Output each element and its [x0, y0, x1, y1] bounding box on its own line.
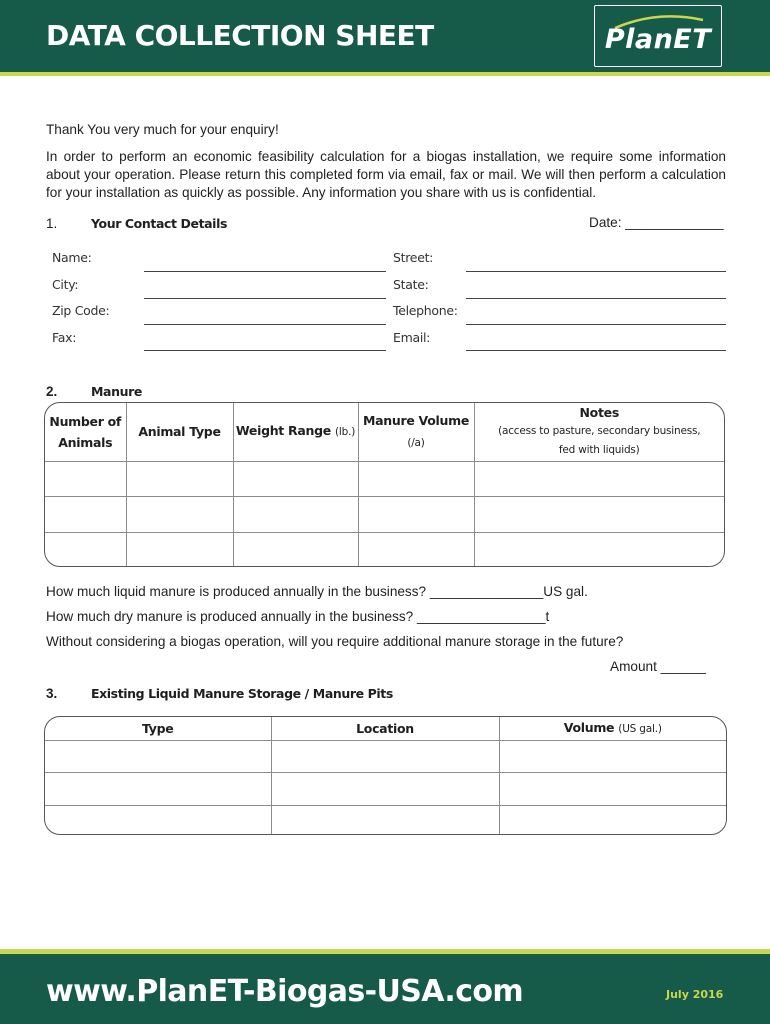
table-cell[interactable]: [45, 496, 126, 532]
table-cell[interactable]: [499, 773, 726, 806]
header-text: Number of: [49, 413, 122, 429]
header-accent-line: [0, 72, 770, 76]
intro-paragraph: In order to perform an economic feasibility calculation for a biogas installation, we require some information about your operation. Please return this completed form via email, fax or mail. We will then perform a calculation for your installation as quickly as possible. Any information you share with us is confidential.: [46, 149, 726, 200]
table-row: [45, 461, 724, 496]
table-cell[interactable]: [358, 461, 474, 496]
manure-table: [44, 402, 725, 567]
table-cell[interactable]: [474, 461, 724, 496]
col-weight-range: [233, 403, 358, 461]
table-cell[interactable]: [45, 773, 271, 806]
header-unit: fed with liquids): [558, 444, 640, 457]
table-cell[interactable]: [233, 461, 358, 496]
table-cell[interactable]: [474, 532, 724, 566]
state-input[interactable]: [466, 298, 726, 299]
city-label: City:: [52, 277, 79, 292]
date-field[interactable]: Date: _____________: [589, 215, 724, 230]
section-3-title: Existing Liquid Manure Storage / Manure Pits: [91, 686, 393, 701]
zip-code-label: Zip Code:: [52, 303, 110, 318]
fax-input[interactable]: [144, 350, 386, 351]
table-cell[interactable]: [126, 461, 233, 496]
name-input[interactable]: [144, 271, 386, 272]
col-animal-type: Animal Type: [126, 403, 233, 461]
table-row: [45, 741, 726, 773]
street-label: Street:: [393, 250, 434, 265]
header-text: Animals: [58, 434, 113, 450]
table-cell[interactable]: [45, 461, 126, 496]
table-cell[interactable]: [45, 741, 271, 773]
table-cell[interactable]: [271, 773, 499, 806]
col-number-of-animals: [45, 403, 126, 461]
name-label: Name:: [52, 250, 92, 265]
table-cell[interactable]: [45, 532, 126, 566]
zip-code-input[interactable]: [144, 324, 386, 325]
section-3-number: 3.: [46, 686, 58, 701]
header-unit: (lb.): [335, 426, 356, 439]
col-notes: [474, 403, 724, 461]
table-row: [45, 496, 724, 532]
footer-url[interactable]: www.PlanET-Biogas-USA.com: [46, 974, 524, 1009]
table-cell[interactable]: [233, 496, 358, 532]
table-header-row: [45, 717, 726, 741]
header-unit: (US gal.): [618, 723, 662, 735]
header-text: Notes: [579, 405, 619, 421]
header-unit: (/a): [407, 436, 425, 449]
header-text: Weight Range: [235, 423, 331, 439]
table-cell[interactable]: [499, 741, 726, 773]
header-text: Volume: [563, 720, 615, 735]
section-2-title: Manure: [91, 384, 142, 399]
table-cell[interactable]: [474, 496, 724, 532]
telephone-label: Telephone:: [393, 303, 458, 318]
state-label: State:: [393, 277, 429, 292]
header-text: Manure Volume: [362, 412, 470, 428]
header-unit: (access to pasture, secondary business,: [498, 425, 701, 438]
footer-date: July 2016: [666, 988, 724, 1001]
email-label: Email:: [393, 330, 431, 345]
liquid-manure-question[interactable]: How much liquid manure is produced annually in the business? _______________US gal.: [46, 584, 588, 599]
storage-question: Without considering a biogas operation, will you require additional manure storage in the future?: [46, 634, 624, 649]
col-manure-volume: [358, 403, 474, 461]
amount-field[interactable]: Amount ______: [610, 659, 706, 674]
col-type: Type: [45, 717, 271, 741]
table-cell[interactable]: [126, 532, 233, 566]
table-header-row: [45, 403, 724, 461]
planet-logo: [594, 5, 722, 67]
table-row: [45, 773, 726, 806]
dry-manure-question[interactable]: How much dry manure is produced annually in the business? _________________t: [46, 609, 550, 624]
street-input[interactable]: [466, 271, 726, 272]
thank-you-text: Thank You very much for your enquiry!: [46, 122, 279, 137]
email-input[interactable]: [466, 350, 726, 351]
page-title: DATA COLLECTION SHEET: [46, 19, 434, 52]
table-cell[interactable]: [271, 806, 499, 835]
table-row: [45, 532, 724, 566]
telephone-input[interactable]: [466, 324, 726, 325]
col-volume: [499, 717, 726, 741]
section-1-title: Your Contact Details: [91, 216, 227, 231]
table-row: [45, 806, 726, 835]
fax-label: Fax:: [52, 330, 77, 345]
section-2-number: 2.: [46, 384, 58, 399]
table-cell[interactable]: [126, 496, 233, 532]
city-input[interactable]: [144, 298, 386, 299]
col-location: Location: [271, 717, 499, 741]
storage-table: [44, 716, 727, 835]
table-cell[interactable]: [499, 806, 726, 835]
table-cell[interactable]: [358, 532, 474, 566]
logo-text: PlanET: [604, 24, 712, 55]
table-cell[interactable]: [45, 806, 271, 835]
table-cell[interactable]: [358, 496, 474, 532]
section-1-number: 1.: [46, 216, 58, 231]
table-cell[interactable]: [233, 532, 358, 566]
table-cell[interactable]: [271, 741, 499, 773]
